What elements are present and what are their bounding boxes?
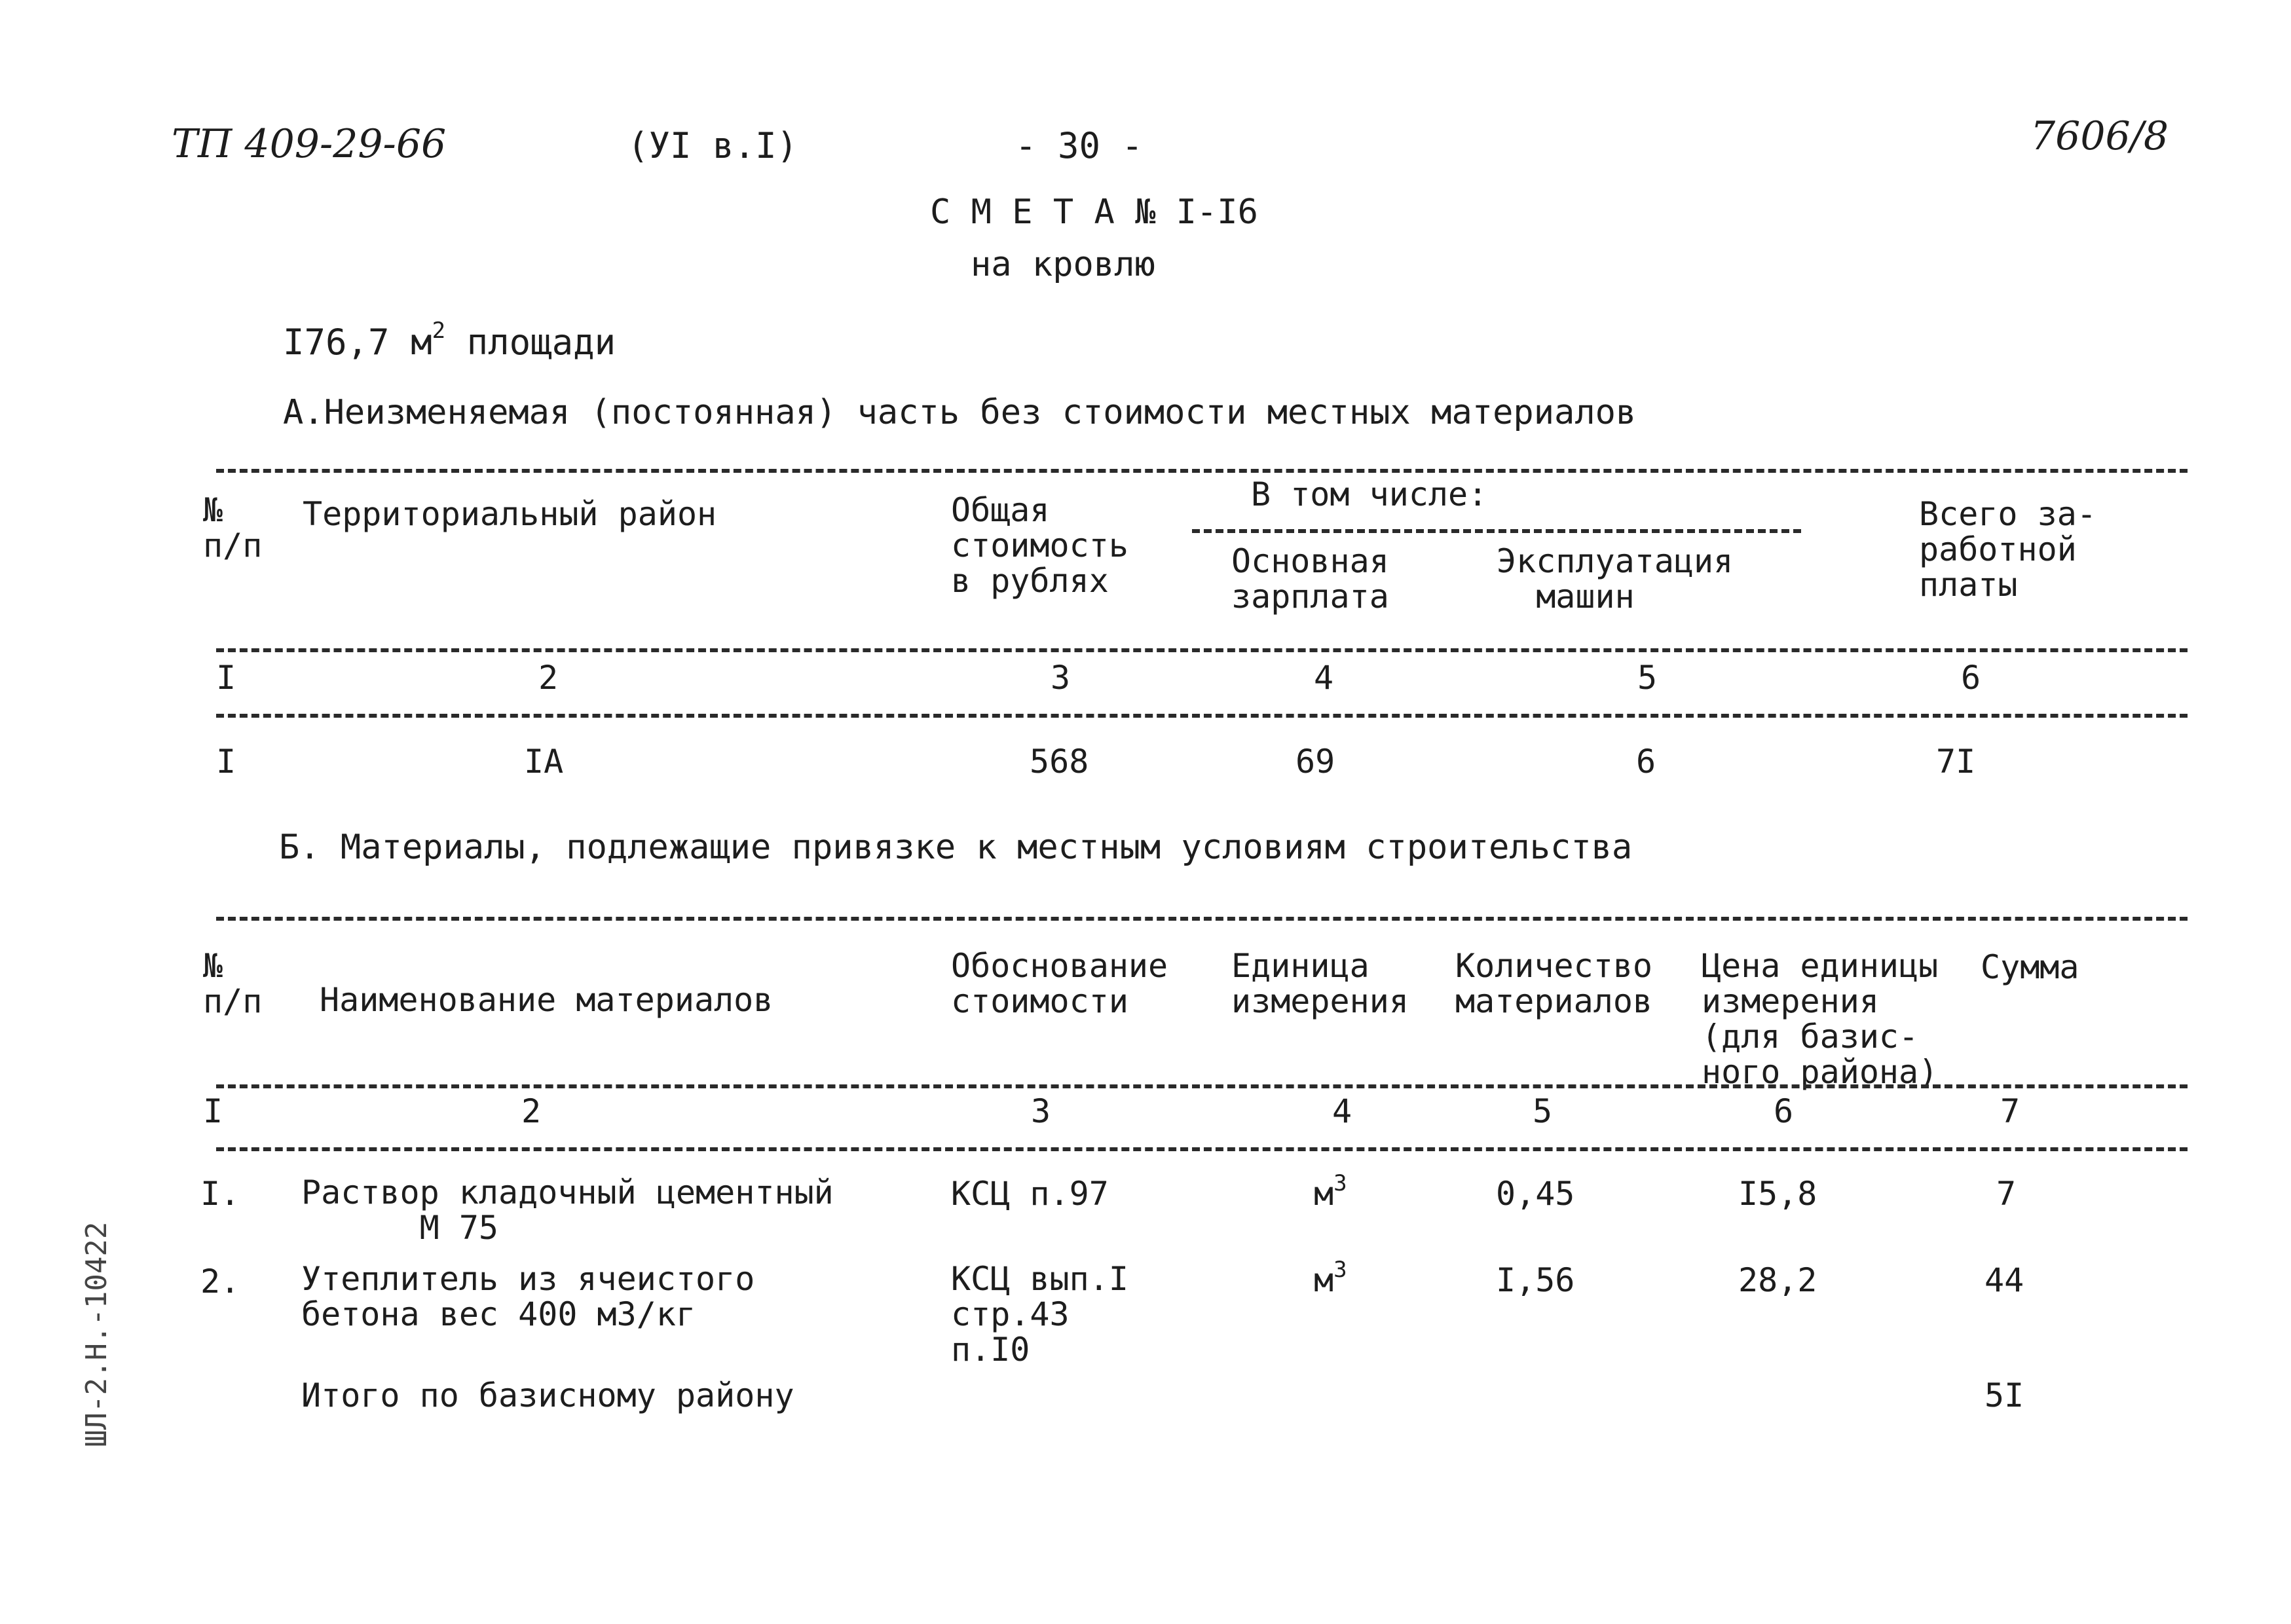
section-a-colnum-5: 5 [1637,659,1658,697]
section-b-rule-header [216,1084,2188,1088]
section-b-row-unit [1314,1170,1347,1213]
section-b-row-quantity: I,56 [1496,1261,1575,1299]
section-b-row-num: I. [200,1175,240,1213]
section-b-colnum-7: 7 [2000,1092,2021,1130]
unit-text: м [1314,1175,1334,1213]
section-b-row-num: 2. [200,1263,240,1301]
section-a-colnum-4: 4 [1314,659,1334,697]
section-b-rule-top [216,917,2188,921]
section-b-row-sum: 44 [1984,1261,2024,1299]
section-b-colnum-3: 3 [1031,1092,1051,1130]
section-a-header-machines: Эксплуатация машин [1497,542,1734,616]
section-a-row-total-cost: 568 [1030,743,1089,781]
section-b-row-basis: КСЦ вып.I стр.43 п.I0 [951,1260,1128,1369]
section-a-rule-top [216,469,2188,473]
section-a-header-num: № п/п [203,491,263,564]
section-b-colnum-4: 4 [1332,1092,1352,1130]
section-a-row-num: I [216,743,236,781]
section-b-header-quantity: Количество материалов [1455,947,1653,1020]
section-a-rule-header [216,648,2188,652]
section-b-total-label: Итого по базисному району [301,1376,794,1414]
unit-power: 3 [1333,1170,1347,1196]
section-b-row-unit [1314,1257,1347,1299]
section-b-row-price: I5,8 [1738,1175,1817,1213]
section-a-row-region: IA [524,743,564,781]
section-b-colnum-6: 6 [1774,1092,1794,1130]
section-b-header-name: Наименование материалов [320,981,773,1019]
section-b-title: Б. Материалы, подлежащие привязке к местным условиям строительства [279,828,1633,867]
section-a-header-region: Территориальный район [303,495,717,533]
section-a-rule-colnums [216,714,2188,718]
estimate-subtitle: на кровлю [971,245,1155,284]
section-b-colnum-1: I [203,1092,223,1130]
area-line [283,318,616,363]
section-a-title: А.Неизменяемая (постоянная) часть без стоимости местных материалов [283,393,1637,432]
section-b-row-name: Раствор кладочный цементный М 75 [301,1173,834,1247]
unit-power: 3 [1333,1257,1347,1283]
section-a-row-base-salary: 69 [1295,743,1335,781]
area-unit-power: 2 [432,318,446,344]
section-b-row-quantity: 0,45 [1496,1175,1575,1213]
section-a-header-total-salary: Всего за- работной платы [1919,495,2096,604]
section-b-header-basis: Обоснование стоимости [951,947,1168,1020]
volume-label: (УI в.I) [627,125,798,166]
section-a-colnum-6: 6 [1961,659,1981,697]
unit-text: м [1314,1261,1334,1299]
section-a-row-machines: 6 [1636,743,1656,781]
estimate-title: С М Е Т А № I-I6 [930,193,1258,232]
section-a-colnum-1: I [216,659,236,697]
section-a-header-base-salary: Основная зарплата [1231,542,1389,616]
section-b-total-sum: 5I [1984,1376,2024,1414]
section-a-row-total-salary: 7I [1936,743,1976,781]
section-b-colnum-2: 2 [521,1092,542,1130]
area-suffix: площади [445,322,616,363]
archive-number: 7606/8 [2030,113,2169,159]
doc-code: ТП 409-29-66 [172,121,447,167]
section-b-row-sum: 7 [1996,1175,2017,1213]
section-b-row-name: Утеплитель из ячеистого бетона вес 400 м3/кг [301,1260,755,1333]
section-b-header-price: Цена единицы измерения (для базис- ного района) [1702,947,1939,1091]
margin-note: ШЛ-2.Н.-10422 [80,1221,113,1447]
section-b-header-num: № п/п [203,947,263,1020]
section-b-row-basis: КСЦ п.97 [951,1175,1109,1213]
section-a-header-including: В том числе: [1251,475,1488,513]
section-b-colnum-5: 5 [1533,1092,1553,1130]
section-b-header-unit: Единица измерения [1231,947,1409,1020]
section-b-row-price: 28,2 [1738,1261,1817,1299]
section-a-colnum-3: 3 [1051,659,1071,697]
section-a-colnum-2: 2 [538,659,559,697]
section-a-header-total-cost: Общая стоимость в рублях [951,491,1128,600]
section-b-rule-colnums [216,1147,2188,1151]
section-a-including-rule [1192,529,1801,533]
area-value: I76,7 м [283,322,432,363]
page-number: - 30 - [1015,125,1144,166]
section-b-header-sum: Сумма [1981,948,2079,986]
